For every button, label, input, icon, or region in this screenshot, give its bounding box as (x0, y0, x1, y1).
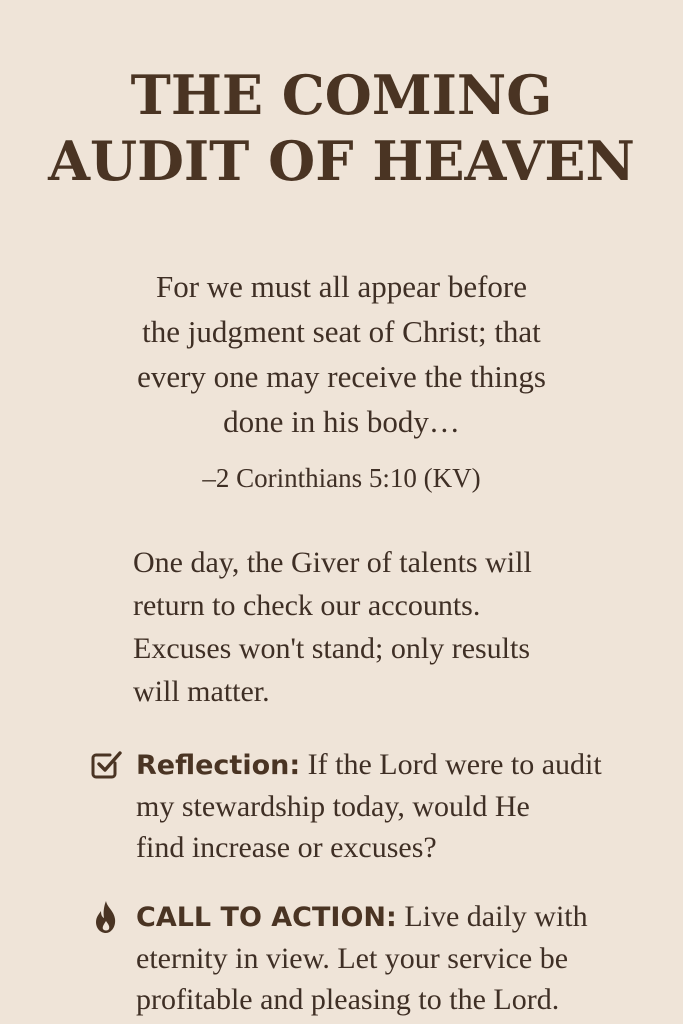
body-line: will matter. (133, 675, 270, 708)
page-title (0, 62, 683, 194)
call-to-action-line: eternity in view. Let your service be (136, 942, 569, 975)
title-line-2: AUDIT OF HEAVEN (48, 129, 635, 193)
scripture-verse (90, 264, 593, 444)
body-line: return to check our accounts. (133, 589, 481, 622)
verse-line: every one may receive the things (137, 359, 546, 394)
reflection-line: find increase or excuses? (136, 831, 437, 864)
reflection-line: my stewardship today, would He (136, 790, 530, 823)
verse-reference: –2 Corinthians 5:10 (KV) (202, 463, 481, 493)
body-line: One day, the Giver of talents will (133, 546, 532, 579)
verse-line: For we must all appear before (155, 269, 527, 304)
call-to-action-first-line (136, 896, 656, 938)
reflection-first: If the Lord were to audit (307, 748, 602, 781)
reflection-text (136, 744, 656, 868)
body-line: Excuses won't stand; only results (133, 632, 531, 665)
call-to-action-text (136, 896, 656, 1020)
call-to-action-first: Live daily with (404, 900, 588, 933)
reflection-label: Reflection: (136, 750, 301, 781)
title-line-1: THE COMING (130, 63, 553, 127)
flame-icon (88, 899, 124, 935)
call-to-action-line: profitable and pleasing to the Lord. (136, 983, 560, 1016)
body-paragraph (133, 541, 653, 713)
verse-line: the judgment seat of Christ; that (142, 314, 541, 349)
reflection-first-line (136, 744, 656, 786)
checkbox-icon (88, 747, 124, 783)
verse-line: done in his body… (223, 404, 460, 439)
call-to-action-label: CALL TO ACTION: (136, 902, 397, 933)
